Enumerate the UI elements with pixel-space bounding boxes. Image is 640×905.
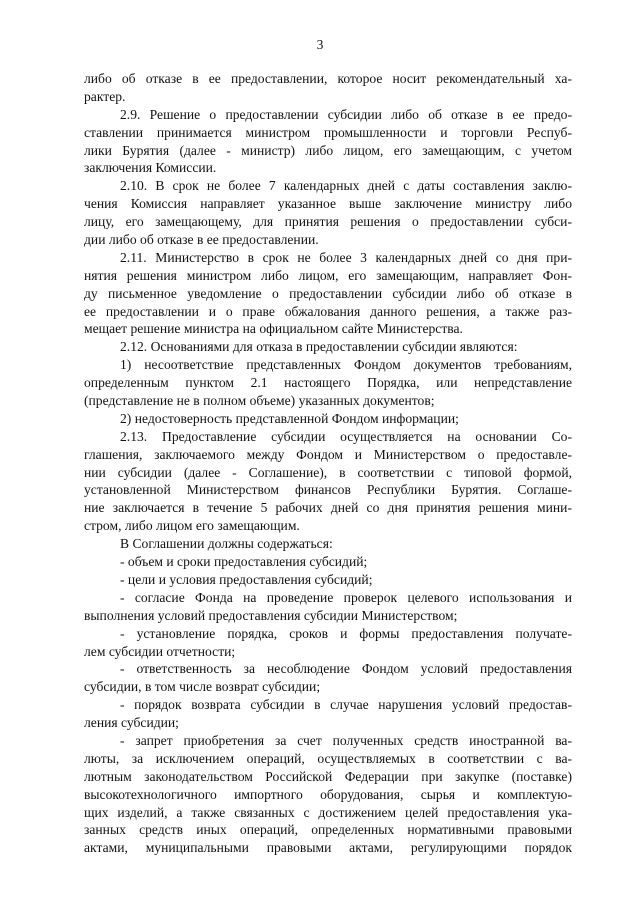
- text-line: щих изделий, а также связанных с достижением целей предоставления ука-: [84, 804, 572, 820]
- text-line: 1) несоответствие представленных Фондом документов требованиям,: [120, 357, 572, 373]
- text-line: - объем и сроки предоставления субсидий;: [120, 554, 368, 570]
- text-line: 2.13. Предоставление субсидии осуществляется на основании Со-: [120, 428, 572, 444]
- text-line: нии субсидии (далее - Соглашение), в соответствии с типовой формой,: [84, 464, 572, 480]
- text-line: 2) недостоверность представленной Фондом информации;: [120, 410, 459, 426]
- text-line: мещает решение министра на официальном сайте Министерства.: [84, 321, 463, 337]
- text-line: выполнения условий предоставления субсидии Министерством;: [84, 607, 458, 623]
- text-line: - ответственность за несоблюдение Фондом условий предоставления: [120, 661, 572, 677]
- text-line: субсидии, в том числе возврат субсидии;: [84, 679, 321, 695]
- text-line: лютным законодательством Российской Федерации при закупке (поставке): [84, 768, 572, 784]
- text-line: ду письменное уведомление о предоставлении субсидии либо об отказе в: [84, 285, 572, 301]
- text-line: ее предоставлении и о праве обжалования данного решения, а также раз-: [84, 303, 572, 319]
- text-line: заключения Комиссии.: [84, 160, 217, 176]
- text-line: (представление не в полном объеме) указанных документов;: [84, 393, 435, 409]
- text-line: занных средств иных операций, определенных нормативными правовыми: [84, 822, 572, 838]
- text-line: 2.11. Министерство в срок не более 3 календарных дней со дня при-: [120, 249, 572, 265]
- text-line: либо об отказе в ее предоставлении, которое носит рекомендательный ха-: [84, 71, 572, 86]
- text-line: ления субсидии;: [84, 715, 179, 731]
- text-line: - запрет приобретения за счет полученных средств иностранной ва-: [120, 732, 572, 748]
- text-line: стром, либо лицом его замещающим.: [84, 518, 300, 534]
- body-text: [84, 70, 572, 857]
- text-line: нятия решения министром либо лицом, его замещающим, направляет Фон-: [84, 267, 572, 283]
- text-line: установленной Министерством финансов Республики Бурятия. Соглаше-: [84, 482, 572, 498]
- text-line: - согласие Фонда на проведение проверок целевого использования и: [120, 589, 572, 605]
- text-line: лем субсидии отчетности;: [84, 643, 236, 659]
- text-line: люты, за исключением операций, осуществляемых в соответствии с ва-: [84, 750, 572, 766]
- text-line: определенным пунктом 2.1 настоящего Порядка, или непредставление: [84, 375, 572, 391]
- text-line: - установление порядка, сроков и формы предоставления получате-: [120, 625, 572, 641]
- text-line: чения Комиссия направляет указанное выше заключение министру либо: [84, 196, 572, 212]
- text-line: - порядок возврата субсидии в случае нарушения условий предостав-: [120, 697, 572, 713]
- text-line: дии либо об отказе в ее предоставлении.: [84, 232, 319, 248]
- text-line: 2.12. Основаниями для отказа в предоставлении субсидии являются:: [120, 339, 518, 355]
- text-line: лицу, его замещающему, для принятия решения о предоставлении субси-: [84, 214, 572, 230]
- text-line: лики Бурятия (далее - министр) либо лицом, его замещающим, с учетом: [84, 142, 572, 158]
- text-line: рактер.: [84, 88, 126, 104]
- text-line: В Соглашении должны содержаться:: [120, 536, 333, 552]
- text-line: ставлении принимается министром промышленности и торговли Респуб-: [84, 124, 572, 140]
- text-line: актами, муниципальными правовыми актами, регулирующими порядок: [84, 840, 572, 856]
- text-line: 2.9. Решение о предоставлении субсидии либо об отказе в ее предо-: [120, 106, 572, 122]
- text-line: высокотехнологичного импортного оборудования, сырья и комплектую-: [84, 786, 572, 802]
- text-line: ние заключается в течение 5 рабочих дней со дня принятия решения мини-: [84, 500, 572, 516]
- text-line: 2.10. В срок не более 7 календарных дней с даты составления заклю-: [120, 178, 572, 194]
- page-number: 3: [316, 37, 324, 52]
- text-line: глашения, заключаемого между Фондом и Министерством о предоставле-: [84, 446, 572, 462]
- text-line: - цели и условия предоставления субсидий;: [120, 571, 373, 587]
